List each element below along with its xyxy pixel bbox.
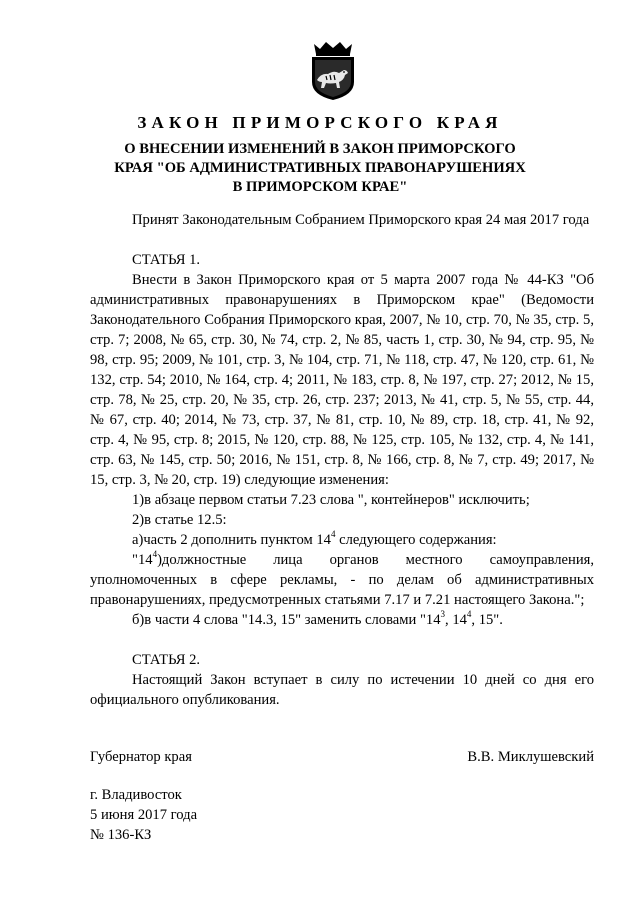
footer-number: № 136-КЗ bbox=[90, 827, 152, 843]
law-heading bbox=[100, 140, 540, 197]
article-2-title: СТАТЬЯ 2. bbox=[132, 652, 201, 668]
coat-of-arms-icon bbox=[306, 40, 360, 102]
article-1-quote: "$14^4)должностные$ лица органов местного самоуправления, уполномоченных в сфере рекламы, - по делам об административных правонарушениях, предусмотренных статьями 7.17 и 7.21 настоящего Закона."; bbox=[90, 549, 594, 608]
footer-city: г. Владивосток bbox=[90, 787, 182, 803]
article-1-item-2: 2)в статье 12.5: bbox=[132, 512, 227, 528]
adoption-note: Принят Законодательным Собранием Приморского края 24 мая 2017 года bbox=[132, 212, 590, 228]
signature-block bbox=[90, 747, 594, 767]
heading-line-3: В ПРИМОРСКОМ КРАЕ" bbox=[232, 179, 408, 195]
footer-date: 5 июня 2017 года bbox=[90, 807, 198, 823]
article-1-item-2a: а)часть 2 дополнить пунктом $14^4$ следующего содержания: bbox=[132, 529, 497, 548]
article-1-title: СТАТЬЯ 1. bbox=[132, 252, 201, 268]
article-1-item-1: 1)в абзаце первом статьи 7.23 слова ", контейнеров" исключить; bbox=[132, 492, 530, 508]
article-2-text: Настоящий Закон вступает в силу по истечении 10 дней со дня его официального опубликования. bbox=[90, 672, 594, 708]
heading-line-1: О ВНЕСЕНИИ ИЗМЕНЕНИЙ В ЗАКОН ПРИМОРСКОГО bbox=[124, 141, 516, 157]
law-title: ЗАКОН ПРИМОРСКОГО КРАЯ bbox=[137, 113, 503, 132]
law-body bbox=[90, 210, 594, 710]
article-1-item-2b: б)в части 4 слова "14.3, 15" заменить словами "$14^3$, $14^4$, 15". bbox=[132, 609, 503, 628]
article-1-intro: Внести в Закон Приморского края от 5 марта 2007 года № 44-КЗ "Об административных правонарушениях в Приморском крае" (Ведомости Законодательного Собрания Приморского края, 2007, № 10, стр. 70, № 35, стр. 5, стр. 7; 2008, № 65, стр. 30, № 74, стр. 2, № 85, часть 1, стр. 30, № 94, стр. 95, № 98, стр. 95; 2009, № 101, стр. 3, № 104, стр. 71, № 118, стр. 47, № 120, стр. 61, № 132, стр. 54; 2010, № 164, стр. 4; 2011, № 183, стр. 8, № 197, стр. 27; 2012, № 15, стр. 78, № 25, стр. 20, № 35, стр. 26, стр. 237; 2013, № 41, стр. 5, № 55, стр. 44, № 67, стр. 40; 2014, № 73, стр. 37, № 81, стр. 10, № 89, стр. 18, стр. 41, № 92, стр. 4, № 95, стр. 8; 2015, № 120, стр. 88, № 125, стр. 105, № 132, стр. 4, № 141, стр. 63, № 145, стр. 50; 2016, № 151, стр. 8, № 166, стр. 8, № 7, стр. 49; 2017, № 15, стр. 3, № 20, стр. 19) следующие изменения: bbox=[90, 272, 594, 488]
document-footer bbox=[90, 785, 197, 845]
signatory-position: Губернатор края bbox=[90, 749, 192, 765]
signatory-name: В.В. Миклушевский bbox=[467, 749, 594, 765]
heading-line-2: КРАЯ "ОБ АДМИНИСТРАТИВНЫХ ПРАВОНАРУШЕНИЯХ bbox=[114, 160, 526, 176]
